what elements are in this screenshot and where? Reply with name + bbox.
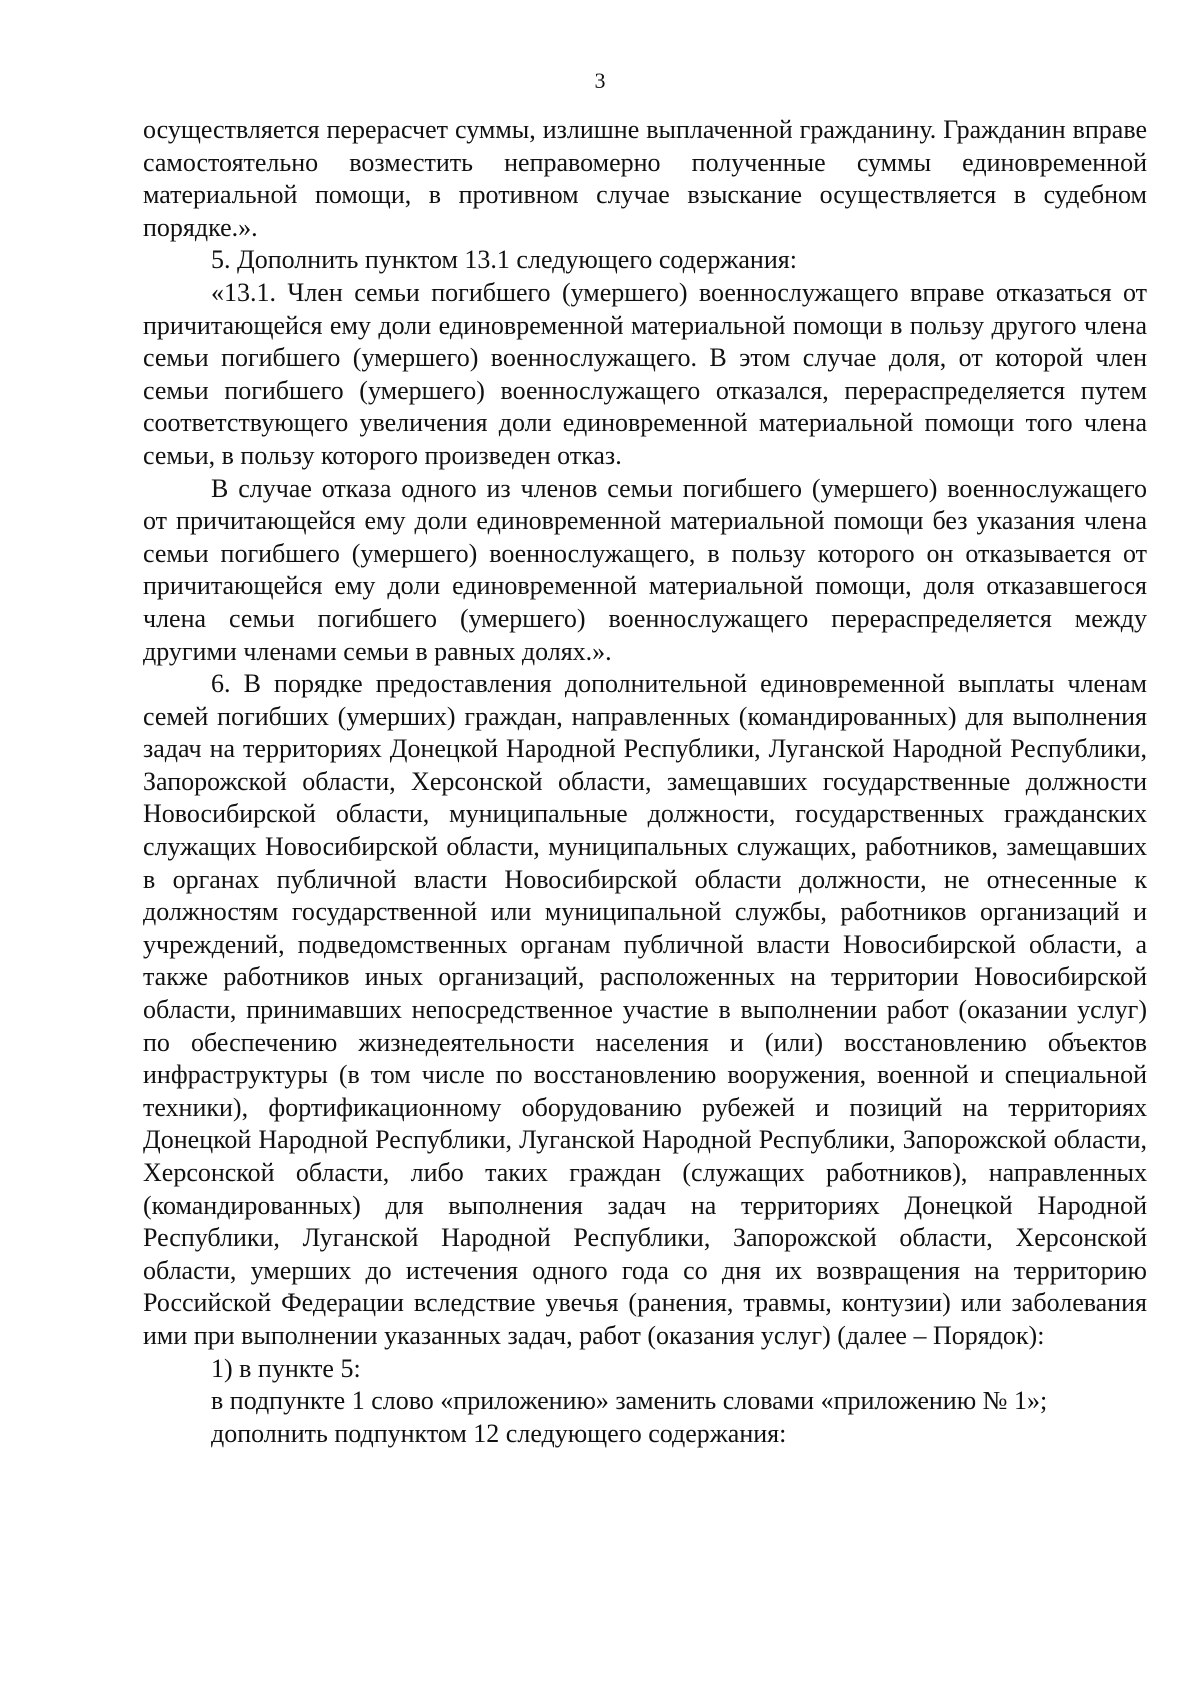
paragraph-item-5: 5. Дополнить пунктом 13.1 следующего содержания: — [211, 245, 797, 275]
document-body — [143, 114, 1147, 1450]
paragraph-continuation: осуществляется перерасчет суммы, излишне выплаченной гражданину. Гражданин вправе самостоятельно возместить неправомерно полученные суммы единовременной материальной помощи, в противном случае взыскание осуществляется в судебном порядке.». — [143, 115, 1147, 242]
paragraph-subitem-12-add: дополнить подпунктом 12 следующего содержания: — [211, 1418, 787, 1448]
paragraph-refusal-case: В случае отказа одного из членов семьи погибшего (умершего) военнослужащего от причитающейся ему доли единовременной материальной помощи без указания члена семьи погибшего (умершего) военнослужащего, в пользу которого он отказывается от причитающейся ему доли единовременной материальной помощи, доля отказавшегося члена семьи погибшего (умершего) военнослужащего перераспределяется между другими членами семьи в равных долях.». — [143, 473, 1147, 666]
paragraph-item-6: 6. В порядке предоставления дополнительной единовременной выплаты членам семей погибших (умерших) граждан, направленных (командированных) для выполнения задач на территориях Донецкой Народной Республики, Луганской Народной Республики, Запорожской области, Херсонской области, замещавших государственные должности Новосибирской области, муниципальные должности, государственных гражданских служащих Новосибирской области, муниципальных служащих, работников, замещавших в органах публичной власти Новосибирской области должности, не отнесенные к должностям государственной или муниципальной службы, работников организаций и учреждений, подведомственных органам публичной власти Новосибирской области, а также работников иных организаций, расположенных на территории Новосибирской области, принимавших непосредственное участие в выполнении работ (оказании услуг) по обеспечению жизнедеятельности населения и (или) восстановлению объектов инфраструктуры (в том числе по восстановлению вооружения, военной и специальной техники), фортификационному оборудованию рубежей и позиций на территориях Донецкой Народной Республики, Луганской Народной Республики, Запорожской области, Херсонской области, либо таких граждан (служащих работников), направленных (командированных) для выполнения задач на территориях Донецкой Народной Республики, Луганской Народной Республики, Запорожской области, Херсонской области, умерших до истечения одного года со дня их возвращения на территорию Российской Федерации вследствие увечья (ранения, травмы, контузии) или заболевания ими при выполнении указанных задач, работ (оказания услуг) (далее – Порядок): — [143, 669, 1147, 1350]
paragraph-item-13-1: «13.1. Член семьи погибшего (умершего) военнослужащего вправе отказаться от причитающейся ему доли единовременной материальной помощи в пользу другого члена семьи погибшего (умершего) военнослужащего. В этом случае доля, от которой член семьи погибшего (умершего) военнослужащего отказался, перераспределяется путем соответствующего увеличения доли единовременной материальной помощи того члена семьи, в пользу которого произведен отказ. — [143, 277, 1147, 470]
paragraph-subitem-1-change: в подпункте 1 слово «приложению» заменить словами «приложению № 1»; — [211, 1386, 1048, 1416]
paragraph-subitem-1: 1) в пункте 5: — [211, 1353, 361, 1383]
page-number: 3 — [594, 68, 606, 93]
